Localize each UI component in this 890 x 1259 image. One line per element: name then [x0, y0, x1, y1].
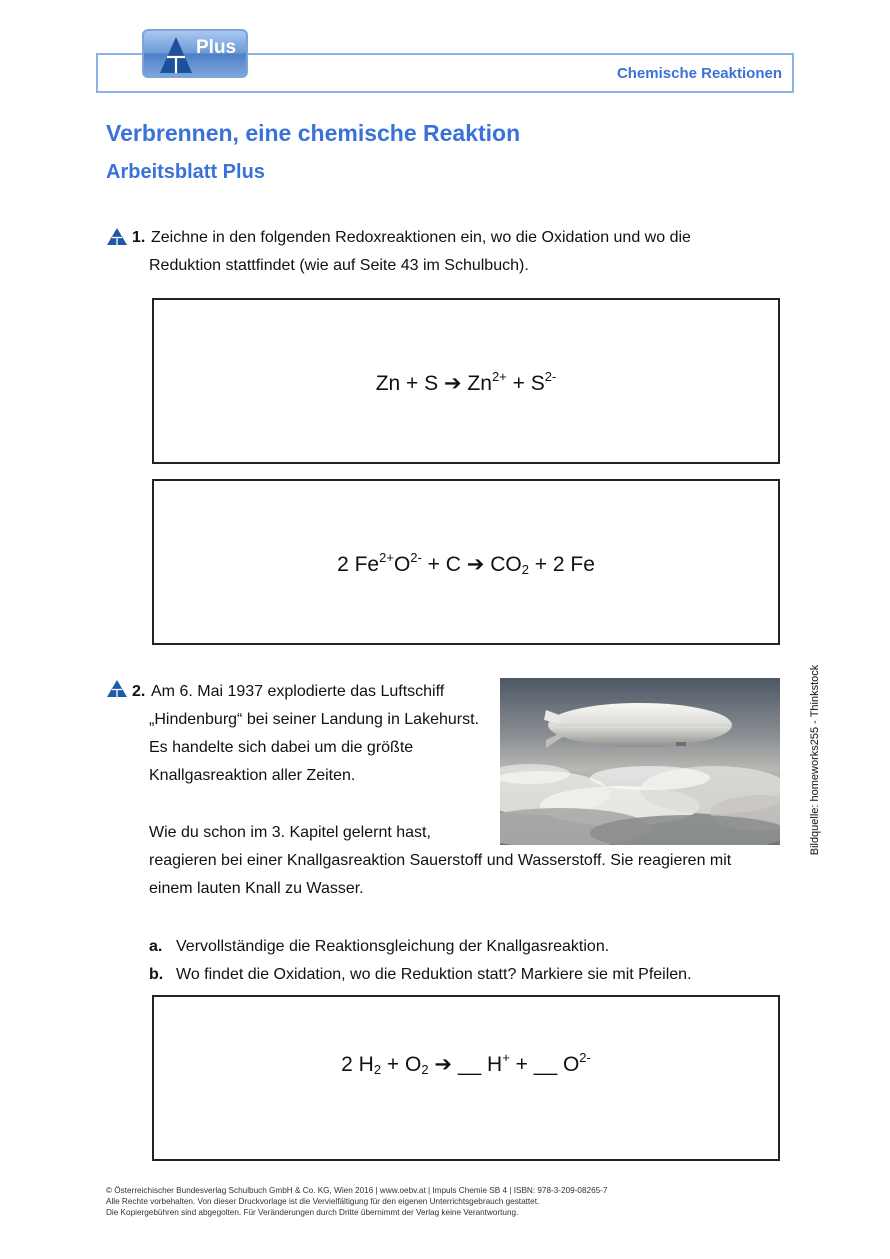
airship-image: [500, 678, 780, 845]
answer-box-1[interactable]: [152, 298, 780, 464]
task-1-text-line-1: Zeichne in den folgenden Redoxreaktionen ein, wo die Oxidation und wo die: [151, 229, 691, 246]
triangle-pyramid-icon: [158, 36, 194, 74]
image-credit: Bildquelle: homeworks255 - Thinkstock: [809, 664, 821, 856]
equation-knallgas: 2 $H_2 + O_2$ ➔ __ H+ + __ $O^{2-}$: [341, 1050, 591, 1077]
footer-disclaimer: Die Kopiergebühren sind abgegolten. Für Veränderungen durch Dritte übernimmt der Verlag keine Verantwortung.: [106, 1208, 519, 1217]
subtask-a-text: Vervollständige die Reaktionsgleichung der Knallgasreaktion.: [176, 938, 610, 955]
section-title: Chemische Reaktionen: [616, 65, 782, 82]
task-2-text-line-5: Wie du schon im 3. Kapitel gelernt hast,: [149, 824, 431, 841]
reaction-arrow-icon: ➔: [434, 1053, 453, 1076]
subtask-b-label: b.: [149, 966, 164, 983]
task-2-text-line-4: Knallgasreaktion aller Zeiten.: [149, 767, 356, 784]
equation-zn-s: Zn + S ➔ $Zn^{2+} + S^{2-}$: [375, 369, 557, 395]
logo-text: Plus: [196, 37, 237, 58]
page-title: Verbrennen, eine chemische Reaktion: [106, 120, 521, 146]
reaction-arrow-icon: ➔: [443, 372, 462, 395]
answer-box-2[interactable]: [152, 479, 780, 645]
task-2-text-line-7: einem lauten Knall zu Wasser.: [149, 880, 364, 897]
reaction-arrow-icon: ➔: [466, 553, 485, 576]
subtask-a-label: a.: [149, 938, 163, 955]
triangle-pyramid-icon: [107, 228, 127, 245]
triangle-pyramid-icon: [107, 680, 127, 697]
footer-copyright: © Österreichischer Bundesverlag Schulbuch GmbH & Co. KG, Wien 2016 | www.oebv.at | Impuls Chemie SB 4 | ISBN: 978-3-209-08265-7: [106, 1186, 608, 1195]
task-2-text-line-3: Es handelte sich dabei um die größte: [149, 739, 414, 756]
task-2-text-line-2: „Hindenburg“ bei seiner Landung in Lakehurst.: [149, 711, 479, 728]
task-2-text-line-1: Am 6. Mai 1937 explodierte das Luftschiff: [151, 683, 445, 700]
task-1-number: 1.: [132, 229, 146, 246]
subtask-b-text: Wo findet die Oxidation, wo die Reduktion statt? Markiere sie mit Pfeilen.: [176, 966, 692, 983]
answer-box-3[interactable]: [152, 995, 780, 1161]
task-2-text-line-6: reagieren bei einer Knallgasreaktion Sauerstoff und Wasserstoff. Sie reagieren mit: [149, 852, 732, 869]
equation-feo-c: 2 $Fe^{2+}O^{2-} + C$ ➔ $CO_2 + 2$ Fe: [337, 550, 595, 577]
task-2-number: 2.: [132, 683, 146, 700]
task-1-text-line-2: Reduktion stattfindet (wie auf Seite 43 im Schulbuch).: [149, 257, 529, 274]
page-subtitle: Arbeitsblatt Plus: [106, 161, 265, 183]
footer-rights: Alle Rechte vorbehalten. Von dieser Druckvorlage ist die Vervielfältigung für den eigenen Unterrichtsgebrauch gestattet.: [106, 1197, 540, 1206]
plus-logo: [142, 29, 248, 78]
